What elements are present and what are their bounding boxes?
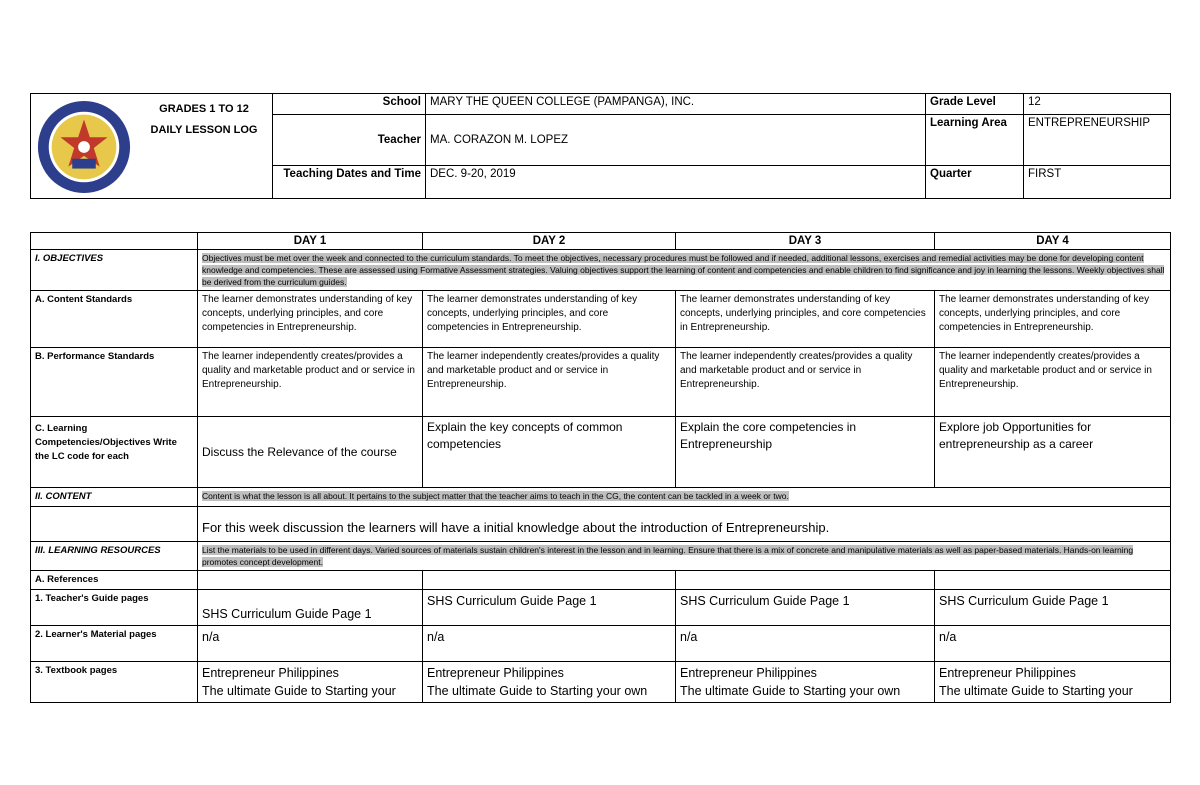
- references-day-4: [935, 571, 1171, 590]
- learners-material-day-2: n/a: [423, 626, 676, 662]
- learning-resources-text: List the materials to be used in different days. Varied sources of materials sustain children's interest in the lesson and in learning. Ensure that there is a mix of concrete and manipulative materials as well as paper-based materials. Hands-on learning promotes concept development.: [202, 545, 1134, 567]
- quarter-value: FIRST: [1024, 166, 1171, 199]
- teacher-value: MA. CORAZON M. LOPEZ: [426, 115, 926, 166]
- textbook-day-4-line-1: Entrepreneur Philippines: [939, 666, 1076, 680]
- day-4-header: DAY 4: [935, 233, 1171, 250]
- performance-standards-day-1: The learner independently creates/provides a quality and marketable product and or service in Entrepreneurship.: [198, 348, 423, 417]
- teachers-guide-day-1: SHS Curriculum Guide Page 1: [198, 590, 423, 626]
- textbook-day-2: [423, 662, 676, 703]
- learning-resources-label: III. LEARNING RESOURCES: [31, 542, 198, 571]
- references-label: A. References: [31, 571, 198, 590]
- textbook-day-4-line-2: The ultimate Guide to Starting your: [939, 684, 1133, 698]
- content-note: [198, 488, 1171, 507]
- references-day-3: [676, 571, 935, 590]
- quarter-label: Quarter: [926, 166, 1024, 199]
- title-block: [141, 98, 267, 139]
- teachers-guide-row: [31, 590, 1171, 626]
- week-discussion-label: [31, 507, 198, 542]
- competencies-day-4: Explore job Opportunities for entrepreneurship as a career: [935, 417, 1171, 488]
- objectives-text: Objectives must be met over the week and connected to the curriculum standards. To meet the objectives, necessary procedures must be followed and if needed, additional lessons, exercises and remedial activities may be done for developing content knowledge and competencies. These are assessed using Formative Assessment strategies. Valuing objectives support the learning of content and competencies and enable children to find significance and joy in learning the lessons. Weekly objectives shall be derived from the curriculum guides.: [202, 253, 1165, 287]
- lesson-log-table: [30, 232, 1171, 703]
- content-standards-day-1: The learner demonstrates understanding of key concepts, underlying principles, and core competencies in Entrepreneurship.: [198, 291, 423, 348]
- performance-standards-row: [31, 348, 1171, 417]
- teachers-guide-day-4: SHS Curriculum Guide Page 1: [935, 590, 1171, 626]
- content-standards-day-4: The learner demonstrates understanding of key concepts, underlying principles, and core competencies in Entrepreneurship.: [935, 291, 1171, 348]
- textbook-day-2-line-1: Entrepreneur Philippines: [427, 666, 564, 680]
- learning-resources-note: [198, 542, 1171, 571]
- school-value: MARY THE QUEEN COLLEGE (PAMPANGA), INC.: [426, 94, 926, 115]
- grade-level-label: Grade Level: [926, 94, 1024, 115]
- textbook-day-2-line-2: The ultimate Guide to Starting your own: [427, 684, 648, 698]
- day-3-header: DAY 3: [676, 233, 935, 250]
- textbook-day-1: [198, 662, 423, 703]
- teacher-label: Teacher: [273, 115, 426, 166]
- performance-standards-day-4: The learner independently creates/provides a quality and marketable product and or service in Entrepreneurship.: [935, 348, 1171, 417]
- references-row: [31, 571, 1171, 590]
- learners-material-day-1: n/a: [198, 626, 423, 662]
- teachers-guide-label: 1. Teacher's Guide pages: [31, 590, 198, 626]
- textbook-day-3-line-1: Entrepreneur Philippines: [680, 666, 817, 680]
- content-standards-row: [31, 291, 1171, 348]
- content-standards-day-3: The learner demonstrates understanding of key concepts, underlying principles, and core competencies in Entrepreneurship.: [676, 291, 935, 348]
- learners-material-row: [31, 626, 1171, 662]
- performance-standards-label: B. Performance Standards: [31, 348, 198, 417]
- corner-cell: [31, 233, 198, 250]
- textbook-day-4: [935, 662, 1171, 703]
- objectives-note: [198, 250, 1171, 291]
- day-1-header: DAY 1: [198, 233, 423, 250]
- teachers-guide-day-2: SHS Curriculum Guide Page 1: [423, 590, 676, 626]
- learners-material-label: 2. Learner's Material pages: [31, 626, 198, 662]
- dates-label: Teaching Dates and Time: [273, 166, 426, 199]
- competencies-day-1: Discuss the Relevance of the course: [198, 417, 423, 488]
- day-header-row: [31, 233, 1171, 250]
- learning-resources-row: [31, 542, 1171, 571]
- learners-material-day-3: n/a: [676, 626, 935, 662]
- competencies-day-3: Explain the core competencies in Entrepreneurship: [676, 417, 935, 488]
- textbook-day-1-line-1: Entrepreneur Philippines: [202, 666, 339, 680]
- textbook-day-3: [676, 662, 935, 703]
- learners-material-day-4: n/a: [935, 626, 1171, 662]
- school-label: School: [273, 94, 426, 115]
- textbook-label: 3. Textbook pages: [31, 662, 198, 703]
- performance-standards-day-3: The learner independently creates/provides a quality and marketable product and or service in Entrepreneurship.: [676, 348, 935, 417]
- competencies-row: [31, 417, 1171, 488]
- header-table: [30, 93, 1171, 199]
- grade-level-value: 12: [1024, 94, 1171, 115]
- content-text: Content is what the lesson is all about. It pertains to the subject matter that the teacher aims to teach in the CG, the content can be tackled in a week or two.: [202, 491, 789, 501]
- content-label: II. CONTENT: [31, 488, 198, 507]
- references-day-2: [423, 571, 676, 590]
- week-discussion-row: [31, 507, 1171, 542]
- day-2-header: DAY 2: [423, 233, 676, 250]
- title-line-1: GRADES 1 TO 12: [159, 103, 249, 115]
- content-standards-label: A. Content Standards: [31, 291, 198, 348]
- deped-seal-logo: [35, 98, 133, 196]
- dates-value: DEC. 9-20, 2019: [426, 166, 926, 199]
- competencies-label: C. Learning Competencies/Objectives Write the LC code for each: [31, 417, 198, 488]
- learning-area-value: ENTREPRENEURSHIP: [1024, 115, 1171, 166]
- content-row: [31, 488, 1171, 507]
- textbook-day-1-line-2: The ultimate Guide to Starting your: [202, 684, 396, 698]
- objectives-label: I. OBJECTIVES: [31, 250, 198, 291]
- references-day-1: [198, 571, 423, 590]
- textbook-row: [31, 662, 1171, 703]
- textbook-day-3-line-2: The ultimate Guide to Starting your own: [680, 684, 901, 698]
- content-standards-day-2: The learner demonstrates understanding of key concepts, underlying principles, and core competencies in Entrepreneurship.: [423, 291, 676, 348]
- teachers-guide-day-3: SHS Curriculum Guide Page 1: [676, 590, 935, 626]
- week-discussion-text: For this week discussion the learners will have a initial knowledge about the introduction of Entrepreneurship.: [198, 507, 1171, 542]
- competencies-day-2: Explain the key concepts of common competencies: [423, 417, 676, 488]
- logo-cell: [31, 94, 273, 199]
- performance-standards-day-2: The learner independently creates/provides a quality and marketable product and or service in Entrepreneurship.: [423, 348, 676, 417]
- objectives-row: [31, 250, 1171, 291]
- title-line-2: DAILY LESSON LOG: [150, 123, 258, 136]
- learning-area-label: Learning Area: [926, 115, 1024, 166]
